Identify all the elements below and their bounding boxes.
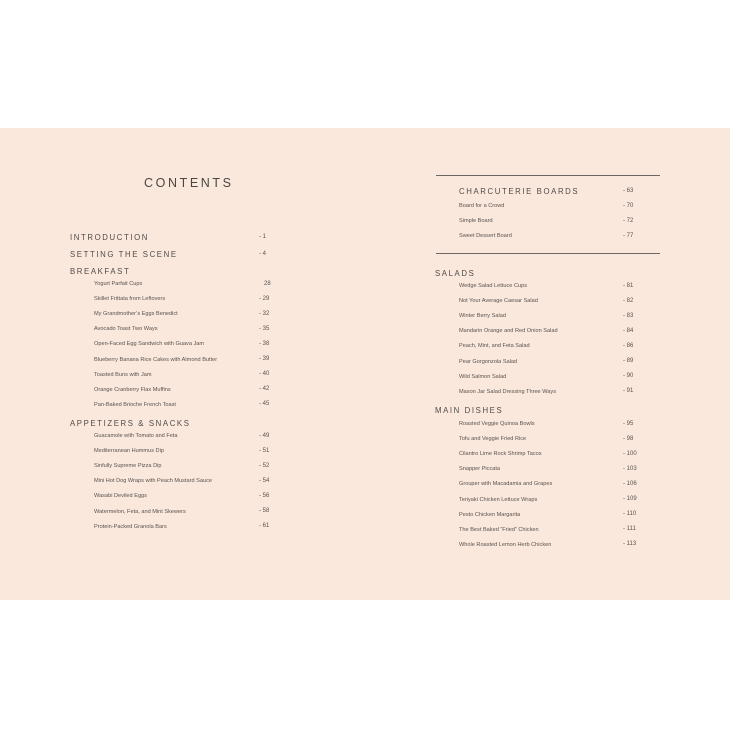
- toc-entry: Winter Berry Salad: [459, 313, 506, 320]
- toc-page-number: - 77: [623, 232, 634, 239]
- toc-page-number: - 95: [623, 420, 634, 427]
- toc-page-number: - 81: [623, 282, 634, 289]
- toc-page-number: - 100: [623, 450, 637, 457]
- section-page-number: - 1: [259, 234, 267, 240]
- toc-page-number: - 56: [259, 492, 270, 499]
- charcuterie-bottom-rule: [436, 253, 660, 254]
- toc-page-number: - 90: [623, 373, 634, 380]
- toc-page-number: - 32: [259, 310, 270, 317]
- toc-entry: Whole Roasted Lemon Herb Chicken: [459, 541, 552, 548]
- toc-entry: Mediterranean Hummus Dip: [94, 448, 164, 455]
- toc-entry: Wedge Salad Lettuce Cups: [459, 283, 527, 289]
- toc-page-number: - 89: [623, 358, 634, 364]
- toc-entry: Sinfully Supreme Pizza Dip: [94, 463, 162, 470]
- toc-page-number: - 58: [259, 508, 270, 514]
- toc-entry: Teriyaki Chicken Lettuce Wraps: [459, 496, 538, 503]
- section-heading: CHARCUTERIE BOARDS: [459, 187, 580, 196]
- toc-entry: Watermelon, Feta, and Mint Skewers: [94, 508, 186, 515]
- toc-entry: Guacamole with Tomato and Feta: [94, 433, 178, 439]
- section-heading: APPETIZERS & SNACKS: [70, 419, 191, 428]
- toc-page-number: - 72: [623, 217, 634, 224]
- toc-page-number: - 49: [259, 432, 270, 439]
- toc-page-number: - 40: [259, 371, 270, 378]
- section-page-number: - 4: [259, 251, 267, 257]
- toc-page-number: - 111: [623, 526, 636, 533]
- toc-entry: Simple Board: [459, 218, 493, 225]
- toc-entry: Yogurt Parfait Cups: [94, 281, 143, 287]
- toc-entry: Blueberry Banana Rice Cakes with Almond Butter: [94, 356, 218, 363]
- charcuterie-top-rule: [436, 175, 660, 176]
- toc-page-number: - 113: [623, 541, 637, 548]
- toc-entry: The Best Baked “Fried” Chicken: [459, 526, 539, 533]
- toc-page-number: - 106: [623, 480, 637, 487]
- toc-entry: Mason Jar Salad Dressing Three Ways: [459, 388, 556, 395]
- toc-entry: Pesto Chicken Margarita: [459, 511, 521, 518]
- toc-page-number: - 103: [623, 465, 637, 472]
- toc-page-number: - 39: [259, 356, 270, 362]
- section-heading: BREAKFAST: [70, 267, 131, 276]
- toc-page-number: - 42: [259, 386, 270, 393]
- toc-entry: Snapper Piccata: [459, 466, 501, 473]
- toc-entry: Mini Hot Dog Wraps with Peach Mustard Sauce: [94, 478, 213, 485]
- toc-page-number: - 109: [623, 496, 637, 502]
- toc-entry: Skillet Frittata from Leftovers: [94, 296, 166, 303]
- toc-entry: Orange Cranberry Flax Muffins: [94, 386, 171, 393]
- toc-entry: Toasted Buns with Jam: [94, 371, 152, 378]
- toc-entry: Wasabi Deviled Eggs: [94, 493, 147, 500]
- toc-entry: Tofu and Veggie Fried Rice: [459, 436, 527, 443]
- toc-page-number: - 35: [259, 325, 270, 332]
- section-heading: MAIN DISHES: [435, 406, 504, 415]
- toc-page-number: - 83: [623, 312, 634, 319]
- section-heading: INTRODUCTION: [70, 233, 149, 242]
- toc-page-number: - 45: [259, 401, 270, 408]
- toc-entry: Sweet Dessert Board: [459, 233, 512, 240]
- toc-entry: Pear Gorgonzola Salad: [459, 358, 518, 365]
- toc-page-number: - 52: [259, 462, 270, 469]
- toc-page-number: - 54: [259, 477, 270, 484]
- toc-entry: Roasted Veggie Quinoa Bowls: [459, 421, 535, 427]
- toc-entry: Pan-Baked Brioche French Toast: [94, 401, 176, 408]
- toc-entry: Peach, Mint, and Feta Salad: [459, 343, 530, 350]
- toc-entry: My Grandmother’s Eggs Benedict: [94, 311, 178, 318]
- section-heading: SALADS: [435, 269, 476, 278]
- toc-entry: Wild Salmon Salad: [459, 373, 507, 380]
- section-page-number: - 63: [623, 188, 634, 194]
- toc-page-number: - 110: [623, 511, 637, 518]
- toc-page-number: - 70: [623, 202, 634, 209]
- toc-entry: Cilantro Lime Rock Shrimp Tacos: [459, 451, 542, 458]
- toc-page-number: - 38: [259, 340, 270, 347]
- toc-page-number: - 51: [259, 447, 270, 454]
- toc-page-number: - 61: [259, 523, 270, 530]
- toc-entry: Avocado Toast Two Ways: [94, 326, 158, 333]
- toc-page-number: - 84: [623, 327, 634, 334]
- toc-page-number: - 29: [259, 295, 270, 302]
- toc-page-number: - 91: [623, 388, 634, 395]
- toc-entry: Protein-Packed Granola Bars: [94, 523, 167, 530]
- toc-entry: Mandarin Orange and Red Onion Salad: [459, 328, 558, 335]
- toc-entry: Not Your Average Caesar Salad: [459, 298, 538, 305]
- toc-page-number: - 86: [623, 342, 634, 349]
- section-heading: SETTING THE SCENE: [70, 250, 178, 259]
- toc-entry: Board for a Crowd: [459, 203, 505, 209]
- toc-page-number: - 82: [623, 297, 634, 304]
- contents-heading: CONTENTS: [144, 176, 234, 190]
- toc-page-number: 28: [264, 280, 271, 287]
- toc-entry: Open-Faced Egg Sandwich with Guava Jam: [94, 341, 205, 348]
- toc-entry: Grouper with Macadamia and Grapes: [459, 481, 553, 488]
- toc-page-number: - 98: [623, 435, 634, 442]
